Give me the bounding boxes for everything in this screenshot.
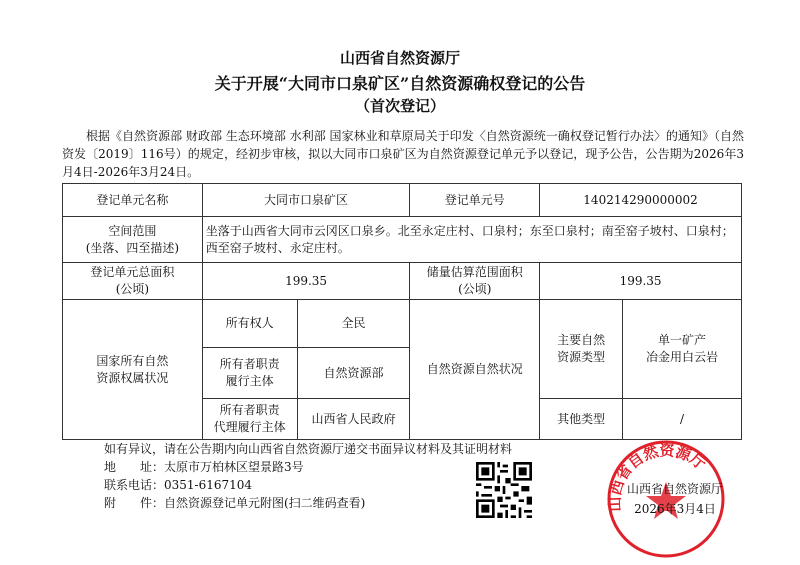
owner-label: 所有权人 bbox=[202, 300, 297, 348]
other-type-label: 其他类型 bbox=[540, 399, 623, 440]
objection-text: 如有异议，请在公告期内向山西省自然资源厅递交书面异议材料及其证明材料 bbox=[104, 442, 513, 456]
title-line3: （首次登记） bbox=[354, 97, 445, 115]
reserve: 199.35 bbox=[540, 263, 742, 300]
other-type: / bbox=[623, 399, 742, 440]
attachment-text: 附 件：自然资源登记单元附图(扫二维码查看) bbox=[104, 496, 366, 510]
unit-no-label: 登记单元号 bbox=[410, 184, 540, 217]
unit-name-label: 登记单元名称 bbox=[63, 184, 203, 217]
unit-no: 140214290000002 bbox=[540, 184, 742, 217]
address-text: 地 址：太原市万柏林区望景路3号 bbox=[104, 460, 304, 474]
qr-code-icon[interactable] bbox=[476, 462, 532, 518]
issuer-name: 山西省自然资源厅 bbox=[626, 482, 723, 496]
owner: 全民 bbox=[297, 300, 410, 348]
natural-label: 自然资源自然状况 bbox=[410, 300, 540, 440]
intro-paragraph: 根据《自然资源部 财政部 生态环境部 水利部 国家林业和草原局关于印发〈自然资源统一确权登记暂行办法〉的通知》（自然资发〔2019〕116号）的规定，经初步审核，拟以大同市口泉矿区为自然资源登记单元予以登记，现予公告，公告期为2026年3月4日-2026年3月24日。 bbox=[62, 129, 744, 179]
phone-text: 联系电话：0351-6167104 bbox=[104, 478, 253, 492]
svg-text:山西省自然资源厅: 山西省自然资源厅 bbox=[605, 441, 710, 512]
title-line1: 山西省自然资源厅 bbox=[339, 49, 460, 67]
main-type: 单一矿产 冶金用白云岩 bbox=[623, 300, 742, 399]
scope-label: 空间范围 (坐落、四至描述) bbox=[63, 217, 203, 263]
reserve-label: 储量估算范围面积 (公顷) bbox=[410, 263, 540, 300]
duty-label: 所有者职责 履行主体 bbox=[202, 348, 297, 399]
registration-table bbox=[62, 183, 742, 440]
unit-name: 大同市口泉矿区 bbox=[202, 184, 410, 217]
official-seal bbox=[605, 438, 727, 560]
area: 199.35 bbox=[202, 263, 410, 300]
ownership-label: 国家所有自然 资源权属状况 bbox=[63, 300, 203, 440]
main-type-label: 主要自然 资源类型 bbox=[540, 300, 623, 399]
scope: 坐落于山西省大同市云冈区口泉乡。北至永定庄村、口泉村；东至口泉村；南至窑子坡村、口泉村；西至窑子坡村、永定庄村。 bbox=[202, 217, 741, 263]
issue-date: 2026年3月4日 bbox=[634, 502, 716, 516]
agent: 山西省人民政府 bbox=[297, 399, 410, 440]
agent-label: 所有者职责 代理履行主体 bbox=[202, 399, 297, 440]
title-line2: 关于开展“大同市口泉矿区”自然资源确权登记的公告 bbox=[214, 74, 586, 93]
area-label: 登记单元总面积 (公顷) bbox=[63, 263, 203, 300]
duty: 自然资源部 bbox=[297, 348, 410, 399]
